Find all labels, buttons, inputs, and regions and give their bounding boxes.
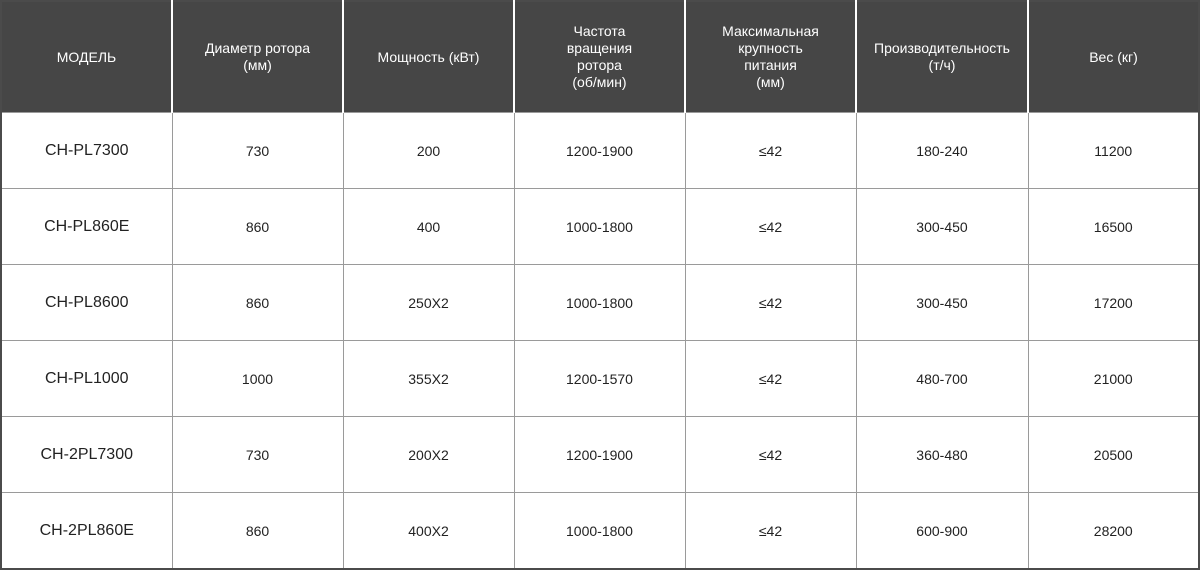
cell-capacity: 600-900 [856,493,1028,570]
cell-rotor-diameter: 730 [172,417,343,493]
cell-rotor-diameter: 860 [172,493,343,570]
table-row [1,341,1199,417]
table-row [1,189,1199,265]
cell-rotor-speed: 1200-1570 [514,341,685,417]
cell-capacity: 480-700 [856,341,1028,417]
cell-model: CH-2PL7300 [1,417,172,493]
cell-rotor-speed: 1000-1800 [514,265,685,341]
cell-weight: 11200 [1028,113,1199,189]
table-row [1,417,1199,493]
cell-rotor-speed: 1000-1800 [514,493,685,570]
cell-weight: 16500 [1028,189,1199,265]
cell-model: CH-PL860E [1,189,172,265]
header-rotor-speed: Частота вращения ротора (об/мин) [514,1,685,113]
cell-power: 400 [343,189,514,265]
cell-weight: 20500 [1028,417,1199,493]
cell-power: 200X2 [343,417,514,493]
header-max-feed-size: Максимальная крупность питания (мм) [685,1,856,113]
cell-max-feed-size: ≤42 [685,417,856,493]
header-model: МОДЕЛЬ [1,1,172,113]
cell-capacity: 300-450 [856,189,1028,265]
cell-max-feed-size: ≤42 [685,265,856,341]
cell-capacity: 360-480 [856,417,1028,493]
table-row [1,113,1199,189]
cell-max-feed-size: ≤42 [685,341,856,417]
table-row [1,265,1199,341]
cell-max-feed-size: ≤42 [685,189,856,265]
cell-rotor-speed: 1200-1900 [514,113,685,189]
cell-capacity: 180-240 [856,113,1028,189]
cell-capacity: 300-450 [856,265,1028,341]
cell-rotor-diameter: 730 [172,113,343,189]
header-weight: Вес (кг) [1028,1,1199,113]
table-row [1,493,1199,570]
cell-max-feed-size: ≤42 [685,493,856,570]
header-row [1,1,1199,113]
header-rotor-diameter: Диаметр ротора (мм) [172,1,343,113]
header-capacity: Производительность (т/ч) [856,1,1028,113]
cell-rotor-diameter: 860 [172,189,343,265]
cell-rotor-speed: 1200-1900 [514,417,685,493]
cell-weight: 17200 [1028,265,1199,341]
cell-model: CH-PL1000 [1,341,172,417]
cell-model: CH-PL7300 [1,113,172,189]
cell-power: 200 [343,113,514,189]
cell-power: 250X2 [343,265,514,341]
cell-model: CH-PL8600 [1,265,172,341]
cell-rotor-diameter: 1000 [172,341,343,417]
cell-max-feed-size: ≤42 [685,113,856,189]
cell-model: CH-2PL860E [1,493,172,570]
cell-power: 400X2 [343,493,514,570]
cell-rotor-speed: 1000-1800 [514,189,685,265]
cell-power: 355X2 [343,341,514,417]
header-power: Мощность (кВт) [343,1,514,113]
cell-weight: 21000 [1028,341,1199,417]
cell-rotor-diameter: 860 [172,265,343,341]
cell-weight: 28200 [1028,493,1199,570]
